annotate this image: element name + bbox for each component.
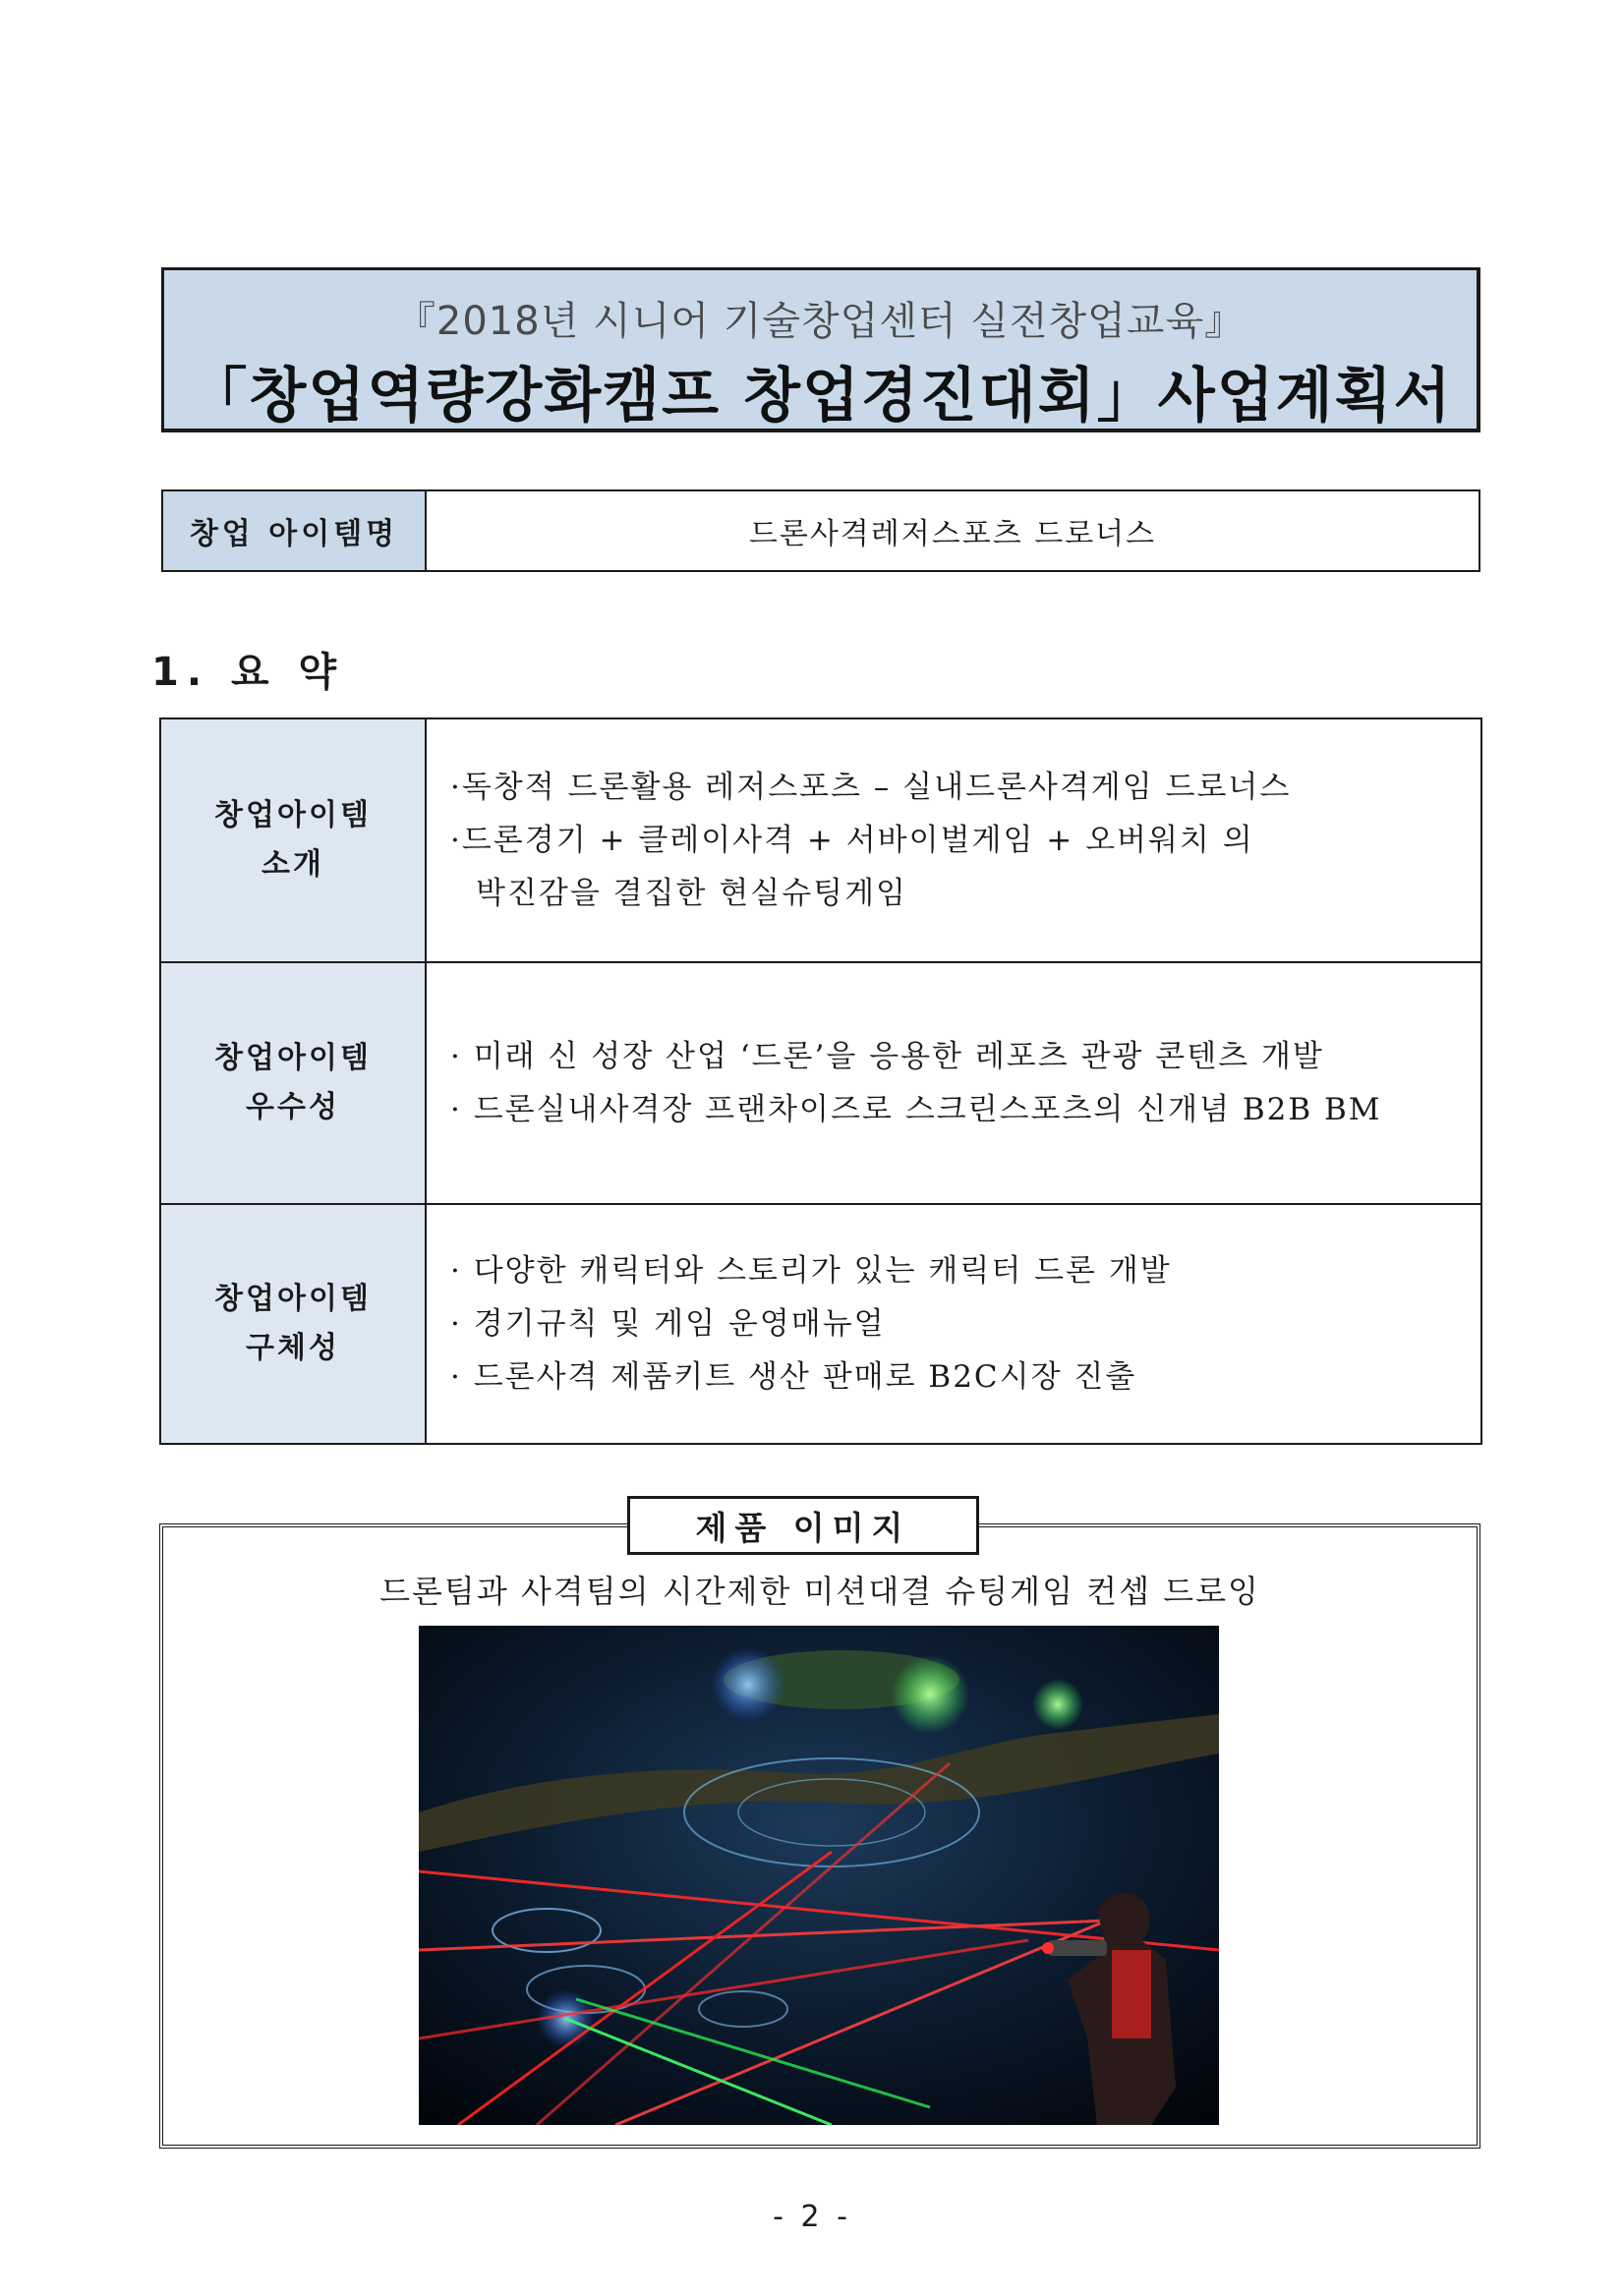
- label-line: 구체성: [246, 1331, 340, 1365]
- bullet-line: · 경기규칙 및 게임 운영매뉴얼: [450, 1306, 886, 1342]
- bullet-line: ·독창적 드론활용 레저스포츠 – 실내드론사격게임 드로너스: [450, 770, 1292, 805]
- bullet-line: · 드론사격 제품키트 생산 판매로 B2C시장 진출: [450, 1359, 1137, 1395]
- summary-row-introduction: [161, 719, 1480, 961]
- bullet-line: · 미래 신 성장 산업 ‘드론’을 응용한 레포츠 관광 콘텐츠 개발: [450, 1039, 1324, 1074]
- drone-blue-light: [711, 1647, 785, 1722]
- drone-green-light: [891, 1655, 969, 1734]
- drone-green-light-right: [1032, 1679, 1083, 1730]
- document-subtitle: 『2018년 시니어 기술창업센터 실전창업교육』: [395, 299, 1246, 344]
- summary-row-content: [427, 1205, 1480, 1443]
- label-line: 창업아이템: [214, 798, 372, 832]
- page-number: - 2 -: [773, 2200, 851, 2234]
- bullet-line: · 드론실내사격장 프랜차이즈로 스크린스포츠의 신개념 B2B BM: [450, 1092, 1382, 1127]
- item-name-label: 창업 아이템명: [163, 491, 427, 570]
- product-image-tab: 제품 이미지: [627, 1496, 979, 1555]
- label-line: 우수성: [246, 1090, 340, 1124]
- section-heading-summary: 1. 요 약: [151, 650, 345, 695]
- summary-row-excellence: [161, 961, 1480, 1203]
- bullet-line: ·드론경기 + 클레이사격 + 서바이벌게임 + 오버워치 의: [450, 823, 1254, 858]
- document-title: 「창업역량강화캠프 창업경진대회」사업계획서: [188, 362, 1453, 430]
- blaster-tip-light: [1042, 1942, 1054, 1954]
- summary-row-content: [427, 719, 1480, 961]
- item-name-value: 드론사격레저스포츠 드로너스: [748, 517, 1157, 551]
- product-image-caption: 드론팀과 사격팀의 시간제한 미션대결 슈팅게임 컨셉 드로잉: [379, 1573, 1260, 1610]
- summary-row-specificity: [161, 1203, 1480, 1443]
- label-line: 창업아이템: [214, 1041, 372, 1075]
- bullet-line-continuation: 박진감을 결집한 현실슈팅게임: [476, 876, 908, 911]
- player-vest: [1112, 1950, 1151, 2038]
- summary-row-label: [161, 719, 427, 961]
- player-blaster: [1048, 1940, 1107, 1956]
- document-title-box: [161, 267, 1480, 432]
- summary-row-label: [161, 1205, 427, 1443]
- label-line: 창업아이템: [214, 1282, 372, 1316]
- bullet-line: · 다양한 캐릭터와 스토리가 있는 캐릭터 드론 개발: [450, 1253, 1172, 1289]
- product-photo: [419, 1626, 1219, 2125]
- summary-row-label: [161, 963, 427, 1203]
- label-line: 소개: [261, 847, 324, 882]
- item-name-row: [161, 489, 1480, 572]
- summary-row-content: [427, 963, 1480, 1203]
- summary-table: [159, 718, 1482, 1445]
